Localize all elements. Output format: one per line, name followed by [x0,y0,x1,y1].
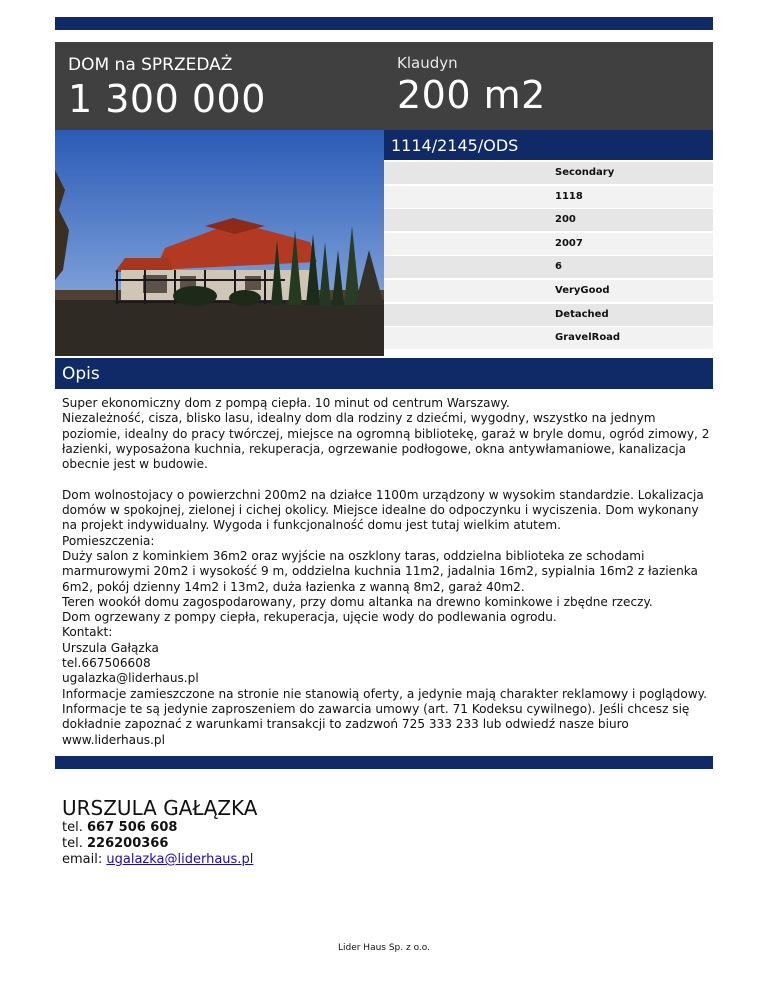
description-paragraph: Niezależność, cisza, blisko lasu, idealny dom dla rodziny z dziećmi, wygodny, wszystko na jednym poziomie, idealny do pracy twórczej, miejsce na ogromną bibliotekę, garaż w bryle domu, ogród zimowy, 2 łazienki, wyposażona kuchnia, rekuperacja, ogrzewanie podłogowe, okna antywłamaniowe, kanalizacja obecnie jest w budowie. [62,411,710,472]
description-text [62,396,710,748]
phone-landline: 226200366 [86,836,169,851]
section-divider-bar [55,756,713,769]
property-row [384,256,713,278]
property-value: 2007 [555,237,583,249]
description-header [55,358,713,389]
property-row [384,186,713,208]
email-label: email: [62,852,103,867]
phone-line-2 [62,836,257,852]
property-value: Detached [555,308,609,320]
listing-price: 1 300 000 [68,77,266,121]
description-paragraph: Pomieszczenia: [62,533,155,548]
description-paragraph: Duży salon z kominkiem 36m2 oraz wyjście na oszklony taras, oddzielna biblioteka ze schodami marmurowymi 20m2 i wysokość 9 m, oddzielna kuchnia 11m2, jadalnia 16m2, sypialnia 16m2 z łazienka 6m2, pokój dzienny 14m2 i 13m2, duża łazienka z wanną 8m2, garaż 40m2. [62,548,698,594]
reference-bar [384,130,713,160]
listing-header [55,42,713,130]
property-row [384,327,713,349]
description-paragraph: Kontakt: [62,625,113,640]
footer-company: Lider Haus Sp. z o.o. [337,943,430,953]
agent-name: URSZULA GAŁĄZKA [62,796,258,820]
property-row [384,209,713,231]
property-value: 1118 [555,190,583,202]
property-photo [55,130,384,356]
property-row [384,280,713,302]
property-value: 6 [555,261,562,273]
property-row [384,233,713,255]
top-accent-bar [55,17,713,30]
description-paragraph: Dom ogrzewany z pompy ciepła, rekuperacja, ujęcie wody do podlewania ogrodu. [62,610,557,625]
listing-city: Klaudyn [397,54,458,72]
description-paragraph: Urszula Gałązka [62,640,159,655]
property-row [384,304,713,326]
agent-contact [62,796,257,868]
description-paragraph: ugalazka@liderhaus.pl [62,671,199,686]
tel-label: tel. [62,836,83,851]
property-value: 200 [555,214,576,226]
description-paragraph: Dom wolnostojacy o powierzchni 200m2 na działce 1100m urządzony w wysokim standardzie. Lokalizacja domów w spokojnej, zielonej i cichej okolicy. Miejsce idealne do odpoczynku i wyciszenia. Dom wykonany na projekt indywidualny. Wygoda i funkcjonalność domu jest tutaj wielkim atutem. [62,487,704,533]
listing-type: DOM na SPRZEDAŻ [68,55,233,75]
description-paragraph: tel.667506608 [62,656,151,671]
description-paragraph: Teren wookół domu zagospodarowany, przy domu altanka na drewno kominkowe i zbędne rzeczy. [62,594,653,609]
phone-line-1 [62,820,257,836]
listing-area: 200 m2 [397,73,546,117]
property-row [384,162,713,184]
property-details [384,162,713,351]
property-value: Secondary [555,167,615,178]
property-value: GravelRoad [555,332,621,344]
email-line [62,852,257,868]
reference-number: 1114/2145/ODS [391,136,519,155]
tel-label: tel. [62,820,83,835]
paragraph-gap [62,472,710,487]
property-value: VeryGood [555,284,610,296]
email-link[interactable]: ugalazka@liderhaus.pl [106,852,254,867]
description-paragraph: Super ekonomiczny dom z pompą ciepła. 10 minut od centrum Warszawy. [62,396,510,410]
phone-mobile: 667 506 608 [86,820,178,835]
description-paragraph: Informacje zamieszczone na stronie nie stanowią oferty, a jedynie mają charakter reklamowy i poglądowy. Informacje te są jedynie zaproszeniem do zawarcia umowy (art. 71 Kodeksu cywilnego). Jeśli chcesz się dokładnie zapoznać z warunkami transakcji to zadzwoń 725 333 233 lub odwiedź nasze biuro www.liderhaus.pl [62,686,707,747]
section-title: Opis [62,364,100,384]
